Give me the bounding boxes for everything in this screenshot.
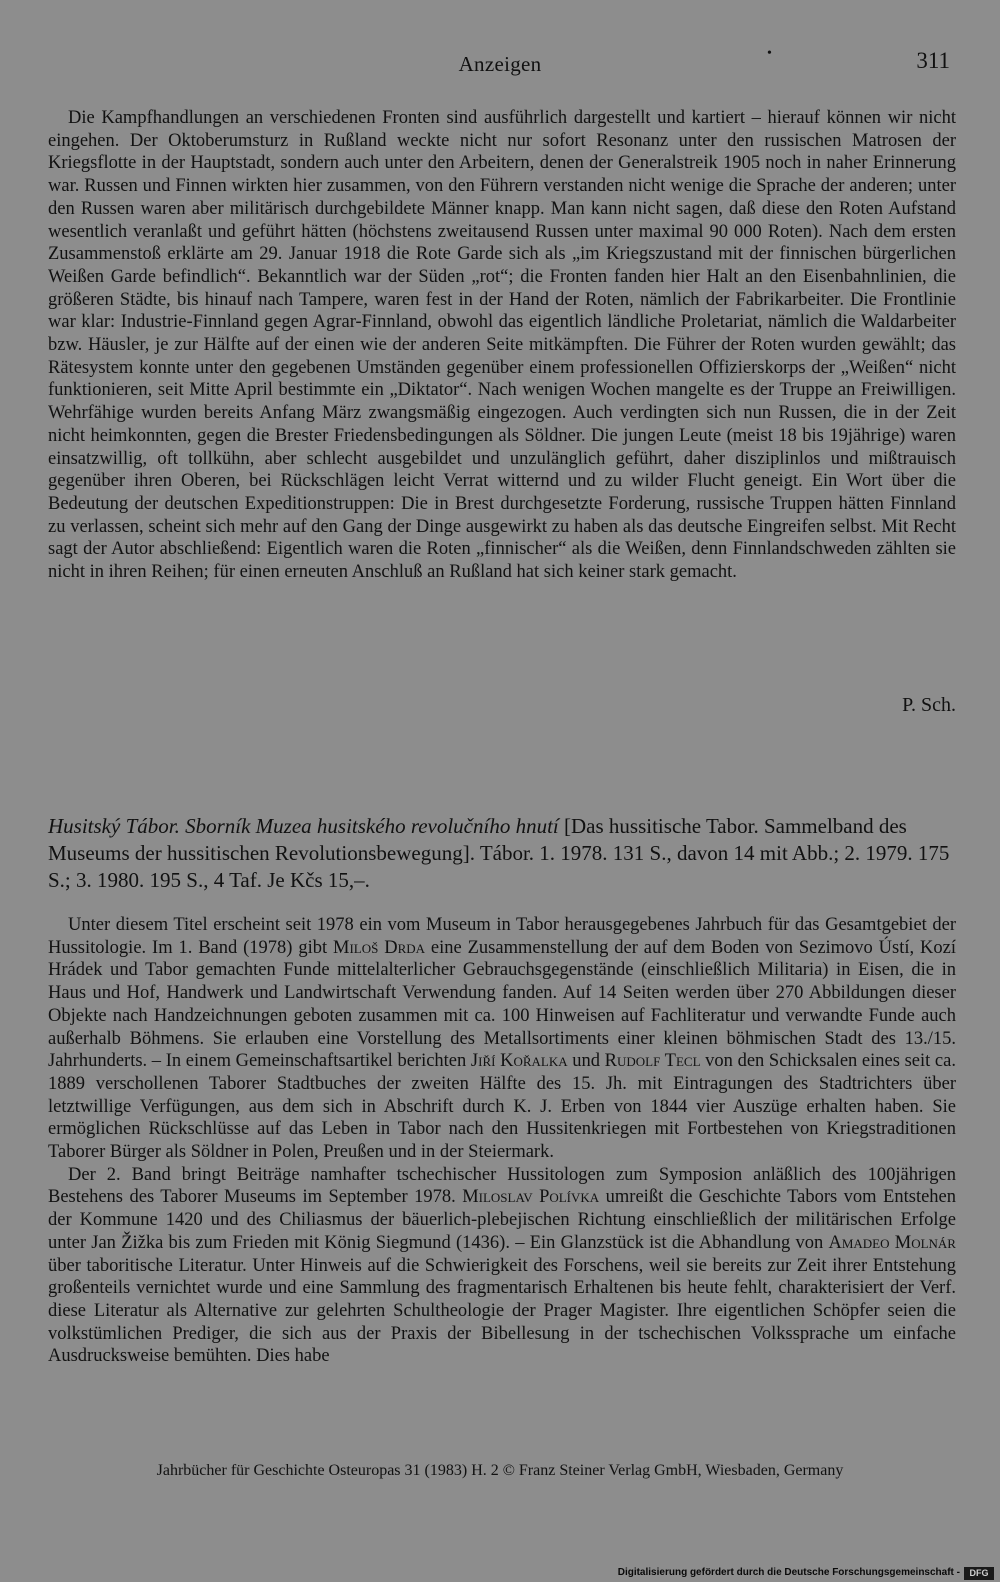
- review-paragraph-1: [48, 914, 956, 1164]
- journal-footer: Jahrbücher für Geschichte Osteuropas 31 (1983) H. 2 © Franz Steiner Verlag GmbH, Wiesbaden, Germany: [156, 1462, 844, 1479]
- review-paragraph: Die Kampfhandlungen an verschiedenen Fronten sind ausführlich dargestellt und kartiert – hierauf können wir nicht eingehen. Der Oktoberumsturz in Rußland weckte nicht nur sofort Resonanz unter den russischen Matrosen der Kriegsflotte in der Hauptstadt, sondern auch unter den Arbeitern, denen der Generalstreik 1905 noch in naher Erinnerung war. Russen und Finnen wirkten hier zusammen, von den Führern verstanden nicht wenige die Sprache der anderen; unter den Russen waren aber militärisch durchgebildete Männer knapp. Man kann nicht sagen, daß diese den Roten Aufstand wesentlich veranlaßt und geführt hätten (höchstens zweitausend Russen unter maximal 90 000 Roten). Nach dem ersten Zusammenstoß erklärte am 29. Januar 1918 die Rote Garde sich als „im Kriegszustand mit der finnischen bürgerlichen Weißen Garde befindlich“. Bekanntlich war der Süden „rot“; die Fronten fanden hier Halt an den Eisenbahnlinien, die größeren Städte, bis hinauf nach Tampere, waren fest in der Hand der Roten, nämlich der Fabrikarbeiter. Die Frontlinie war klar: Industrie-Finnland gegen Agrar-Finnland, obwohl das eigentlich ländliche Proletariat, nämlich die Waldarbeiter bzw. Häusler, je zur Hälfte auf der einen wie der anderen Seite mitkämpften. Die Führer der Roten wurden gewählt; das Rätesystem konnte unter den gegebenen Umständen gegenüber einem professionellen Offizierskorps der „Weißen“ nicht funktionieren, seit Mitte April bestimmte ein „Diktator“. Nach wenigen Wochen mangelte es der Truppe an Freiwilligen. Wehrfähige wurden bereits Anfang März zwangsmäßig eingezogen. Auch verdingten sich nun Russen, die in der Zeit nicht heimkonnten, gegen die Brester Friedensbedingungen als Söldner. Die jungen Leute (meist 18 bis 19jährige) waren einsatzwillig, oft tollkühn, aber schlecht ausgebildet und unzulänglich geführt, daher disziplinlos und mißtrauisch gegenüber ihren Oberen, bei Rückschlägen leicht Verrat witternd und zu wilder Flucht geneigt. Ein Wort über die Bedeutung der deutschen Expeditionstruppen: Die in Brest durchgesetzte Forderung, russische Truppen hätten Finnland zu verlassen, scheint sich mehr auf den Gang der Dinge ausgewirkt zu haben als das deutsche Eingreifen selbst. Mit Recht sagt der Autor abschließend: Eigentlich waren die Roten „finnischer“ als die Weißen, denn Finnlandschweden zählten sie nicht in ihren Reihen; für einen erneuten Anschluß an Rußland hat sich keiner stark gemacht.: [48, 108, 956, 583]
- reviewer-signature: P. Sch.: [902, 694, 956, 716]
- funding-note: Digitalisierung gefördert durch die Deutsche Forschungsgemeinschaft -: [617, 1567, 960, 1578]
- review-paragraph-2: [48, 1164, 956, 1368]
- author-name: Jiří Kořalka: [470, 1051, 568, 1072]
- author-name: Miloš Drda: [333, 937, 426, 958]
- author-name: Rudolf Tecl: [604, 1051, 701, 1072]
- page-number: 311: [916, 48, 950, 73]
- citation-title: Husitský Tábor. Sborník Muzea husitského revolučního hnutí: [48, 814, 559, 838]
- review-body: [48, 914, 956, 1368]
- citation-details: [Das hussitische Tabor. Sammelband des Museums der hussitischen Revolutionsbewegung]. Tábor. 1. 1978. 131 S., davon 14 mit Abb.; 2. 1979. 175 S.; 3. 1980. 195 S., 4 Taf. Je Kčs 15,–.: [48, 814, 950, 892]
- author-name: Miloslav Polívka: [462, 1187, 600, 1208]
- text-run: über taboritische Literatur. Unter Hinweis auf die Schwierigkeit des Forschens, weil sie bereits zur Zeit ihrer Entstehung großenteils vernichtet wurde und eine Sammlung des fragmentarisch Erhaltenen bis heute fehlt, charakterisiert der Verf. diese Literatur als Alternative zur gelehrten Schultheologie der Prager Magister. Ihre eigentlichen Schöpfer seien die volkstümlichen Prediger, die sich aus der Praxis der Bibellesung in der tschechischen Volkssprache um einfache Ausdrucksweise bemühten. Dies habe: [48, 1255, 956, 1367]
- text-run: Unter diesem Titel erscheint seit 1978 ein vom Museum in Tabor herausgegebenes Jahrbuch für das Gesamtgebiet der Hussitologie. Im 1. Band (1978) gibt: [48, 915, 956, 958]
- dfg-logo: DFG: [964, 1567, 994, 1580]
- review-continuation: [48, 107, 956, 584]
- running-header: Anzeigen: [458, 52, 542, 76]
- stray-dot: •: [767, 46, 772, 61]
- text-run: Der 2. Band bringt Beiträge namhafter tschechischer Hussitologen zum Symposion anläßlich des 100jährigen Bestehens des Taborer Museums im September 1978.: [48, 1164, 956, 1208]
- text-run: und: [567, 1051, 605, 1072]
- text-run: von den Schicksalen eines seit ca. 1889 verschollenen Taborer Stadtbuches der zweiten Hälfte des 15. Jh. mit Eintragungen des Stadtrichters über letztwillige Verfügungen, aus dem sich in Abschrift durch K. J. Erben von 1844 vier Auszüge erhalten haben. Sie ermöglichen Rückschlüsse auf das Leben in Tabor nach den Hussitenkriegen mit Fortbestehen von Kriegstraditionen Taborer Bürger als Söldner in Polen, Preußen und in der Steiermark.: [48, 1051, 956, 1163]
- author-name: Amadeo Molnár: [828, 1232, 956, 1253]
- text-run: eine Zusammenstellung der auf dem Boden von Sezimovo Ústí, Kozí Hrádek und Tabor gemachten Funde mittelalterlicher Gebrauchsgegenstände (einschließlich Militaria) in Eisen, die in Haus und Hof, Handwerk und Landwirtschaft Verwendung fanden. Auf 14 Seiten werden über 270 Abbildungen dieser Objekte nach Handzeichnungen geboten zusammen mit ca. 100 Hinweisen auf Fachliteratur und verwandte Funde auch außerhalb Böhmens. Sie erlauben eine Vorstellung des Metallsortiments einer kleinen böhmischen Stadt des 13./15. Jahrhunderts. – In einem Gemeinschaftsartikel berichten: [48, 937, 956, 1072]
- text-run: umreißt die Geschichte Tabors vom Entstehen der Kommune 1420 und des Chiliasmus der bäuerlich-plebejischen Richtung einschließlich der militärischen Erfolge unter Jan Žižka bis zum Frieden mit König Siegmund (1436). – Ein Glanzstück ist die Abhandlung von: [48, 1187, 957, 1253]
- book-citation: [48, 813, 960, 894]
